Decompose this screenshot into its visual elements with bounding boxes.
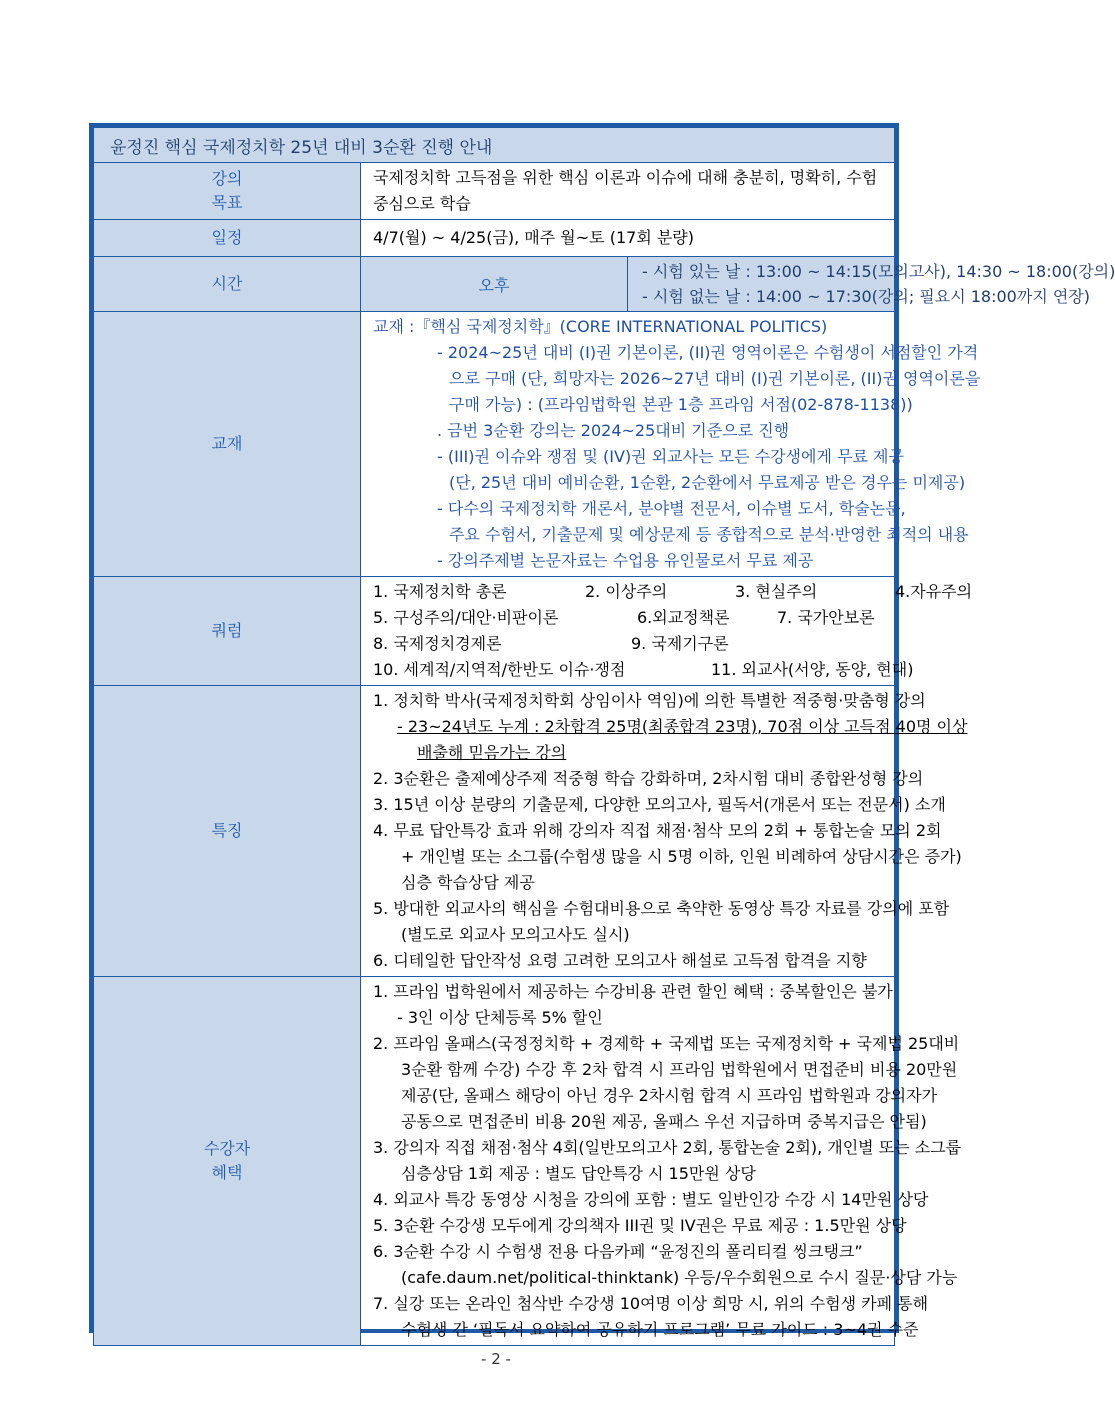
feature-line: 6. 디테일한 답안작성 요령 고려한 모의고사 해설로 고득점 합격을 지향 (373, 951, 867, 970)
benefit-line: 3순환 함께 수강) 수강 후 2차 합격 시 프라임 법학원에서 면접준비 비용 20만원 (401, 1060, 958, 1079)
curriculum-item: 5. 구성주의/대안·비판이론 (373, 608, 559, 627)
benefit-line: 3. 강의자 직접 채점·첨삭 4회(일반모의고사 2회, 통합논술 2회), 개인별 또는 소그룹 (373, 1138, 962, 1157)
textbook-line: - 2024~25년 대비 (I)권 기본이론, (II)권 영역이론은 수험생이 서점할인 가격 (437, 343, 979, 362)
curriculum-item: 10. 세계적/지역적/한반도 이슈·쟁점 (373, 660, 626, 679)
curriculum-item: 6.외교정책론 (637, 608, 730, 627)
feature-line: + 개인별 또는 소그룹(수험생 많을 시 5명 이하, 인원 비례하여 상담시간은 증가) (401, 847, 962, 866)
time-line-1: - 시험 있는 날 : 13:00 ~ 14:15(모의고사), 14:30 ~ 18:00(강의) (642, 262, 1115, 281)
notice-frame (89, 123, 1115, 1339)
textbook-line: 교재 :『핵심 국제정치학』(CORE INTERNATIONAL POLITICS) (373, 317, 828, 336)
feature-line: 3. 15년 이상 분량의 기출문제, 다양한 모의고사, 필독서(개론서 또는 전문서) 소개 (373, 795, 946, 814)
benefits-content (361, 977, 962, 1346)
benefit-line: 7. 실강 또는 온라인 첨삭반 수강생 10여명 이상 희망 시, 위의 수험생 카페 통해 (373, 1294, 929, 1313)
features-content (361, 686, 968, 977)
time-label: 시간 (94, 257, 361, 312)
feature-line: (별도로 외교사 모의고사도 실시) (401, 925, 630, 944)
benefit-line: 심층상담 1회 제공 : 별도 답안특강 시 15만원 상당 (401, 1164, 756, 1183)
feature-line: 1. 정치학 박사(국제정치학회 상임이사 역임)에 의한 특별한 적중형·맞춤형 강의 (373, 691, 926, 710)
curriculum-label: 쿼럼 (94, 577, 361, 686)
curriculum-item: 1. 국제정치학 총론 (373, 582, 507, 601)
textbook-line: - 강의주제별 논문자료는 수업용 유인물로서 무료 제공 (437, 551, 814, 570)
curriculum-row (373, 657, 914, 683)
time-period: 오후 (361, 257, 628, 312)
schedule-text: 4/7(월) ~ 4/25(금), 매주 월~토 (17회 분량) (361, 220, 895, 257)
notice-table (93, 127, 1115, 1346)
features-label: 특징 (94, 686, 361, 977)
benefit-line: 공동으로 면접준비 비용 20원 제공, 올패스 우선 지급하며 중복지급은 안됨) (401, 1112, 927, 1131)
curriculum-item: 2. 이상주의 (585, 582, 668, 601)
feature-line: 4. 무료 답안특강 효과 위해 강의자 직접 채점·첨삭 모의 2회 + 통합논술 모의 2회 (373, 821, 942, 840)
goal-text: 국제정치학 고득점을 위한 핵심 이론과 이슈에 대해 충분히, 명확히, 수험중심으로 학습 (361, 163, 895, 220)
curriculum-item: 8. 국제정치경제론 (373, 634, 502, 653)
curriculum-item: 9. 국제기구론 (631, 634, 729, 653)
benefit-line: 6. 3순환 수강 시 수험생 전용 다음카페 “윤정진의 폴리티컬 씽크탱크” (373, 1242, 863, 1261)
feature-line: 배출해 믿음가는 강의 (417, 743, 567, 762)
feature-line: 심층 학습상담 제공 (401, 873, 535, 892)
benefit-line: 5. 3순환 수강생 모두에게 강의책자 III권 및 IV권은 무료 제공 : 1.5만원 상당 (373, 1216, 907, 1235)
page-number: - 2 - (481, 1350, 511, 1368)
curriculum-item: 7. 국가안보론 (777, 608, 875, 627)
textbook-line: 주요 수험서, 기출문제 및 예상문제 등 종합적으로 분석·반영한 최적의 내용 (449, 525, 969, 544)
benefit-line: 4. 외교사 특강 동영상 시청을 강의에 포함 : 별도 일반인강 수강 시 14만원 상당 (373, 1190, 929, 1209)
textbook-content (361, 312, 981, 577)
feature-line: 5. 방대한 외교사의 핵심을 수험대비용으로 축약한 동영상 특강 자료를 강의에 포함 (373, 899, 950, 918)
benefit-line: (cafe.daum.net/political-thinktank) 우등/우수회원으로 수시 질문·상담 가능 (401, 1268, 958, 1287)
benefit-line: - 3인 이상 단체등록 5% 할인 (397, 1008, 603, 1027)
textbook-line: - 다수의 국제정치학 개론서, 분야별 전문서, 이슈별 도서, 학술논문, (437, 499, 906, 518)
curriculum-item: 4.자유주의 (895, 582, 973, 601)
curriculum-item: 3. 현실주의 (735, 582, 818, 601)
textbook-line: - (III)권 이슈와 쟁점 및 (IV)권 외교사는 모든 수강생에게 무료 제공 (437, 447, 904, 466)
goal-label: 강의 목표 (94, 163, 361, 220)
feature-line: - 23~24년도 누계 : 2차합격 25명(최종합격 23명), 70점 이상 고득점 40명 이상 (397, 717, 968, 736)
textbook-line: 으로 구매 (단, 희망자는 2026~27년 대비 (I)권 기본이론, (II)권 영역이론을 (449, 369, 981, 388)
schedule-label: 일정 (94, 220, 361, 257)
textbook-line: (단, 25년 대비 예비순환, 1순환, 2순환에서 무료제공 받은 경우는 미제공) (449, 473, 966, 492)
textbook-label: 교재 (94, 312, 361, 577)
curriculum-row (373, 579, 973, 605)
benefit-line: 2. 프라임 올패스(국정정치학 + 경제학 + 국제법 또는 국제정치학 + 국제법 25대비 (373, 1034, 960, 1053)
benefit-line: 수험생 간 ‘필독서 요약하여 공유하기 프로그램’ 무료 가이드 : 3~4권 수준 (401, 1320, 919, 1339)
time-line-2: - 시험 없는 날 : 14:00 ~ 17:30(강의; 필요시 18:00까지 연장) (642, 287, 1091, 306)
curriculum-row (373, 605, 886, 631)
benefit-line: 제공(단, 올패스 해당이 아닌 경우 2차시험 합격 시 프라임 법학원과 강의자가 (401, 1086, 938, 1105)
benefit-line: 1. 프라임 법학원에서 제공하는 수강비용 관련 할인 혜택 : 중복할인은 불가 (373, 982, 893, 1001)
notice-title: 윤정진 핵심 국제정치학 25년 대비 3순환 진행 안내 (94, 128, 895, 163)
feature-line: 2. 3순환은 출제예상주제 적중형 학습 강화하며, 2차시험 대비 종합완성형 강의 (373, 769, 924, 788)
textbook-line: 구매 가능) : (프라임법학원 본관 1층 프라임 서점(02-878-1138)) (449, 395, 913, 414)
benefits-label: 수강자 혜택 (94, 977, 361, 1346)
curriculum-row (373, 631, 886, 657)
textbook-line: . 금번 3순환 강의는 2024~25대비 기준으로 진행 (437, 421, 790, 440)
curriculum-content (361, 577, 973, 686)
time-detail (628, 257, 1115, 312)
curriculum-item: 11. 외교사(서양, 동양, 현대) (711, 660, 914, 679)
